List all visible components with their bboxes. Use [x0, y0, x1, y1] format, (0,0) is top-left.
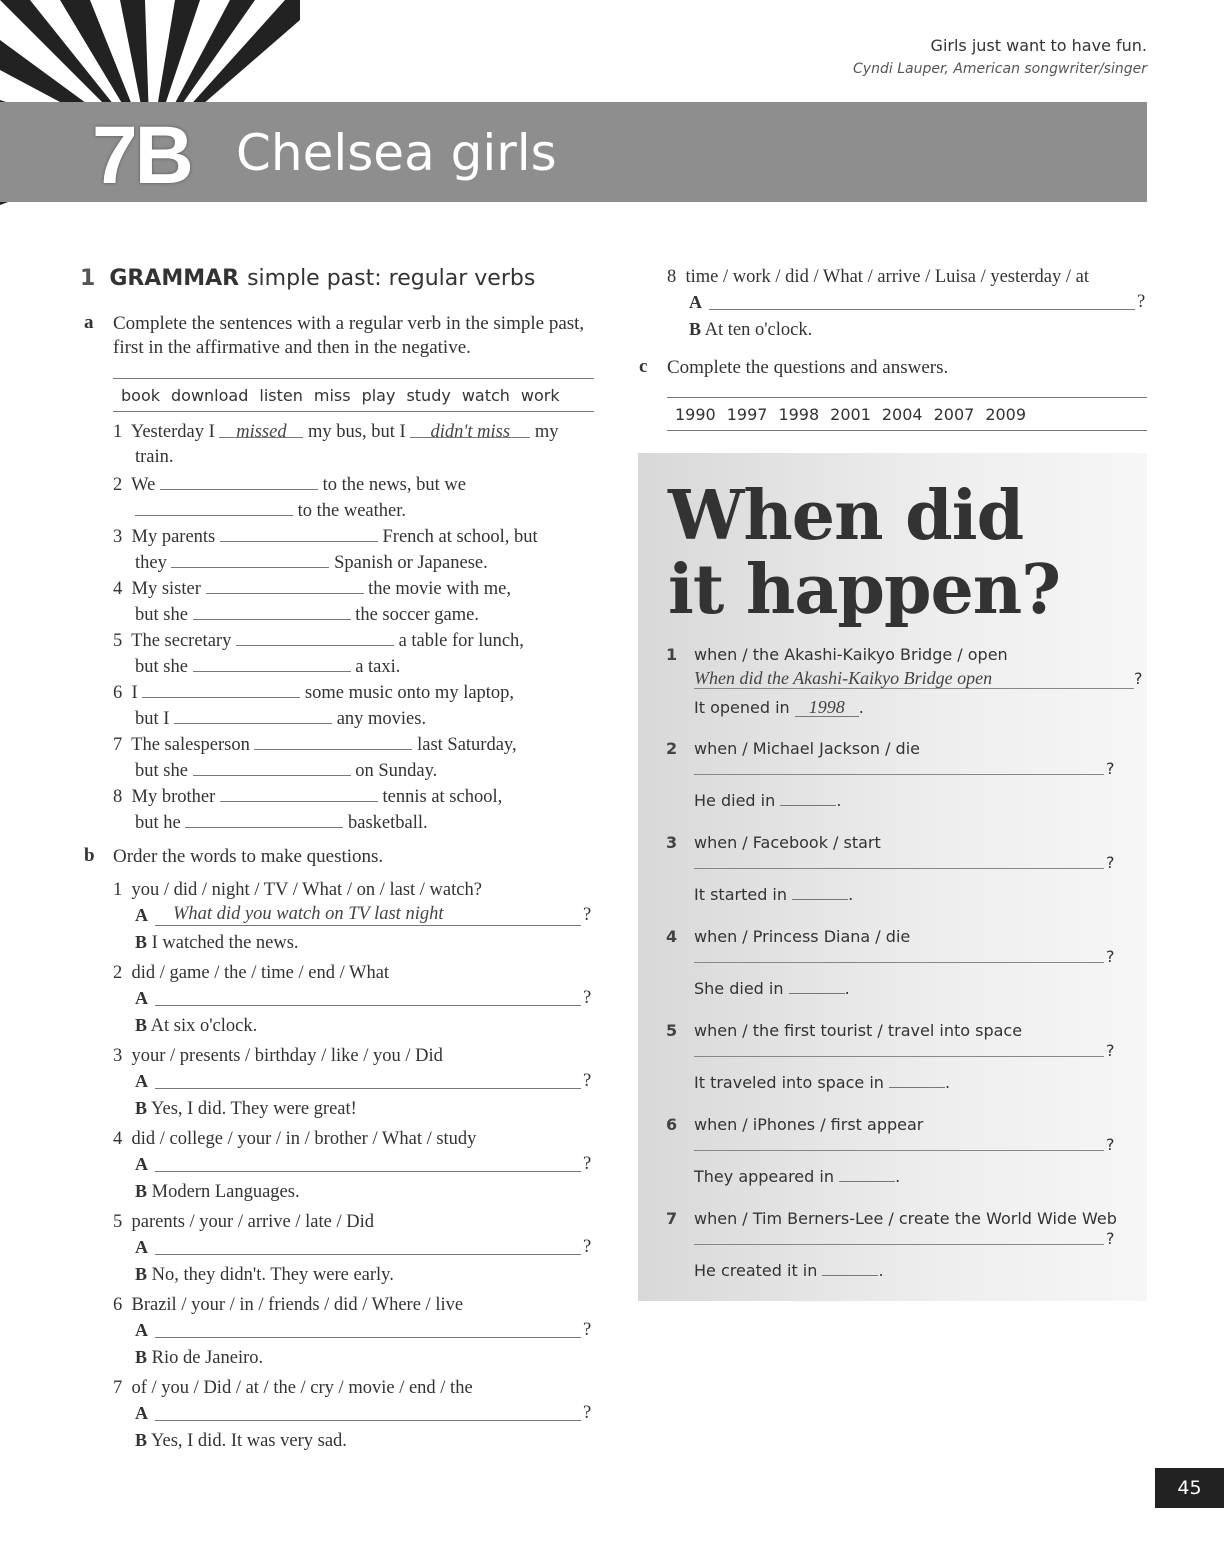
exercise-c-instruction: Complete the questions and answers.	[667, 357, 949, 378]
year-box	[667, 397, 1147, 431]
quiz-reply: It traveled into space in .	[694, 1073, 951, 1092]
section-name: GRAMMAR	[109, 266, 240, 291]
answer-blank[interactable]	[789, 980, 845, 994]
word-prompt: you / did / night / TV / What / on / last / watch?	[131, 880, 482, 900]
answer-blank[interactable]	[155, 1237, 581, 1255]
exercise-a-item: 6 I some music onto my laptop, but I any movies.	[113, 680, 603, 732]
answer-blank[interactable]	[694, 1035, 1104, 1057]
example-answer: missed	[219, 420, 303, 438]
exercise-b-item: 4 did / college / your / in / brother / What / study A ? B Modern Languages.	[113, 1129, 592, 1202]
answer-blank[interactable]	[160, 472, 318, 490]
answer-blank[interactable]	[709, 292, 1135, 310]
answer-blank[interactable]	[155, 988, 581, 1006]
word-prompt: parents / your / arrive / late / Did	[131, 1212, 374, 1232]
quiz-prompt: when / the Akashi-Kaikyo Bridge / open	[694, 645, 1008, 664]
quiz-reply: It opened in 1998 .	[694, 697, 864, 717]
answer-blank[interactable]	[694, 753, 1104, 775]
page-title: Chelsea girls	[236, 124, 557, 182]
answer-blank[interactable]	[780, 792, 836, 806]
word-box-item: work	[520, 385, 560, 405]
year-item: 1990	[675, 404, 716, 424]
exercise-b-item: 7 of / you / Did / at / the / cry / movie / end / the A ? B Yes, I did. It was very sad.	[113, 1378, 592, 1451]
word-prompt: your / presents / birthday / like / you / Did	[131, 1046, 443, 1066]
word-prompt: did / college / your / in / brother / What / study	[131, 1129, 477, 1149]
exercise-a-instruction: Complete the sentences with a regular verb in the simple past, first in the affirmative and then in the negative.	[113, 313, 585, 358]
reply-text: I watched the news.	[151, 933, 299, 953]
exercise-a-item: 3 My parents French at school, but they Spanish or Japanese.	[113, 524, 603, 576]
answer-blank[interactable]	[206, 576, 364, 594]
word-box-item: download	[171, 385, 249, 405]
answer-blank[interactable]	[171, 550, 329, 568]
reply-text: At six o'clock.	[150, 1016, 258, 1036]
answer-blank[interactable]	[694, 1129, 1104, 1151]
year-item: 2001	[830, 404, 871, 424]
exercise-b-item: 6 Brazil / your / in / friends / did / Where / live A ? B Rio de Janeiro.	[113, 1295, 592, 1368]
word-prompt: of / you / Did / at / the / cry / movie / end / the	[131, 1378, 473, 1398]
answer-blank[interactable]	[220, 784, 378, 802]
epigraph	[853, 36, 1147, 77]
quiz-title: When did it happen?	[668, 476, 1061, 630]
quiz-reply: He died in .	[694, 791, 842, 810]
word-prompt: did / game / the / time / end / What	[131, 963, 390, 983]
answer-blank[interactable]	[135, 498, 293, 516]
section-topic: simple past: regular verbs	[247, 266, 536, 291]
answer-blank[interactable]	[889, 1074, 945, 1088]
exercise-a-item: 7 The salesperson last Saturday, but she on Sunday.	[113, 732, 603, 784]
example-answer: didn't miss	[410, 420, 530, 438]
answer-blank[interactable]	[694, 847, 1104, 869]
exercise-b-item: 5 parents / your / arrive / late / Did A ? B No, they didn't. They were early.	[113, 1212, 592, 1285]
quiz-reply: She died in .	[694, 979, 850, 998]
year-item: 2007	[933, 404, 975, 424]
answer-blank[interactable]	[694, 941, 1104, 963]
answer-blank[interactable]	[839, 1168, 895, 1182]
exercise-b-instruction: Order the words to make questions.	[113, 846, 384, 867]
answer-blank[interactable]	[185, 810, 343, 828]
exercise-a-item: 2 We to the news, but we to the weather.	[113, 472, 603, 524]
answer-blank[interactable]	[822, 1262, 878, 1276]
answer-blank[interactable]	[193, 654, 351, 672]
exercise-a-item: 1 Yesterday I missed my bus, but I didn't miss my train.	[113, 422, 559, 467]
exercise-b-item: 3 your / presents / birthday / like / you / Did A ? B Yes, I did. They were great!	[113, 1046, 592, 1119]
quiz-prompt: when / Facebook / start	[694, 833, 881, 852]
word-box	[113, 378, 594, 412]
exercise-a-item: 5 The secretary a table for lunch, but she a taxi.	[113, 628, 603, 680]
quiz-panel: When did it happen? 1 when / the Akashi-Kaikyo Bridge / open When did the Akashi-Kaikyo Bridge open ? It opened in 1998 . 2 when / Michael Jackson / die ? He died in . 3 when / Facebook / start ? It started in . 4 when / Princess Diana / die ? She died in . 5 when / the first tourist / travel into space ? It traveled into space in . 6 when / iPhones / first appear ? They appeared in . 7 when / Tim Berners-Lee / create the World Wide Web ? He created it in .	[638, 453, 1147, 1301]
unit-number: 7B	[92, 110, 191, 201]
word-prompt: Brazil / your / in / friends / did / Where / live	[131, 1295, 464, 1315]
year-item: 2004	[881, 404, 923, 424]
year-item: 1997	[726, 404, 768, 424]
section-number: 1	[80, 266, 96, 291]
answer-blank[interactable]	[193, 602, 351, 620]
section-heading	[80, 266, 535, 291]
answer-blank[interactable]	[220, 524, 378, 542]
example-answer: When did the Akashi-Kaikyo Bridge open	[694, 667, 1134, 689]
word-box-item: miss	[313, 385, 351, 405]
word-box-item: play	[361, 385, 396, 405]
answer-blank[interactable]	[155, 1154, 581, 1172]
exercise-b-item: 1 you / did / night / TV / What / on / last / watch? A What did you watch on TV last night ? B I watched the news.	[113, 880, 592, 953]
answer-blank[interactable]	[694, 1223, 1104, 1245]
quote-text: Girls just want to have fun.	[930, 36, 1147, 55]
exercise-a-item: 4 My sister the movie with me, but she the soccer game.	[113, 576, 603, 628]
quiz-reply: It started in .	[694, 885, 854, 904]
answer-blank[interactable]	[155, 1403, 581, 1421]
page-number: 45	[1155, 1468, 1224, 1508]
quiz-prompt: when / the first tourist / travel into space	[694, 1021, 1023, 1040]
quiz-prompt: when / iPhones / first appear	[694, 1115, 924, 1134]
answer-blank[interactable]	[155, 1320, 581, 1338]
answer-blank[interactable]	[193, 758, 351, 776]
answer-blank[interactable]	[174, 706, 332, 724]
year-item: 2009	[985, 404, 1027, 424]
exercise-b-label: b	[84, 845, 95, 866]
word-box-item: study	[406, 385, 451, 405]
reply-text: Yes, I did. They were great!	[150, 1099, 357, 1119]
reply-text: Modern Languages.	[151, 1182, 300, 1202]
word-box-item: listen	[259, 385, 303, 405]
answer-blank[interactable]	[155, 1071, 581, 1089]
quiz-reply: They appeared in .	[694, 1167, 901, 1186]
reply-text: Yes, I did. It was very sad.	[150, 1431, 347, 1451]
example-answer: 1998	[795, 697, 859, 717]
reply-text: No, they didn't. They were early.	[151, 1265, 394, 1285]
word-box-item: book	[121, 385, 160, 405]
reply-text: Rio de Janeiro.	[151, 1348, 264, 1368]
quiz-prompt: when / Princess Diana / die	[694, 927, 911, 946]
exercise-a-label: a	[84, 312, 94, 333]
exercise-a-item: 8 My brother tennis at school, but he basketball.	[113, 784, 603, 836]
exercise-b-item: 2 did / game / the / time / end / What A ? B At six o'clock.	[113, 963, 592, 1036]
year-item: 1998	[778, 404, 820, 424]
answer-blank[interactable]	[254, 732, 412, 750]
exercise-b-item: 8 time / work / did / What / arrive / Luisa / yesterday / at A ? B At ten o'clock.	[667, 267, 1146, 340]
exercise-c-label: c	[639, 356, 648, 377]
example-answer: What did you watch on TV last night	[155, 903, 581, 926]
answer-blank[interactable]	[792, 886, 848, 900]
quote-author: Cyndi Lauper, American songwriter/singer	[853, 61, 1147, 77]
answer-blank[interactable]	[142, 680, 300, 698]
quiz-reply: He created it in .	[694, 1261, 884, 1280]
word-box-item: watch	[461, 385, 510, 405]
quiz-prompt: when / Michael Jackson / die	[694, 739, 920, 758]
quiz-prompt: when / Tim Berners-Lee / create the World Wide Web	[694, 1209, 1117, 1228]
answer-blank[interactable]	[236, 628, 394, 646]
